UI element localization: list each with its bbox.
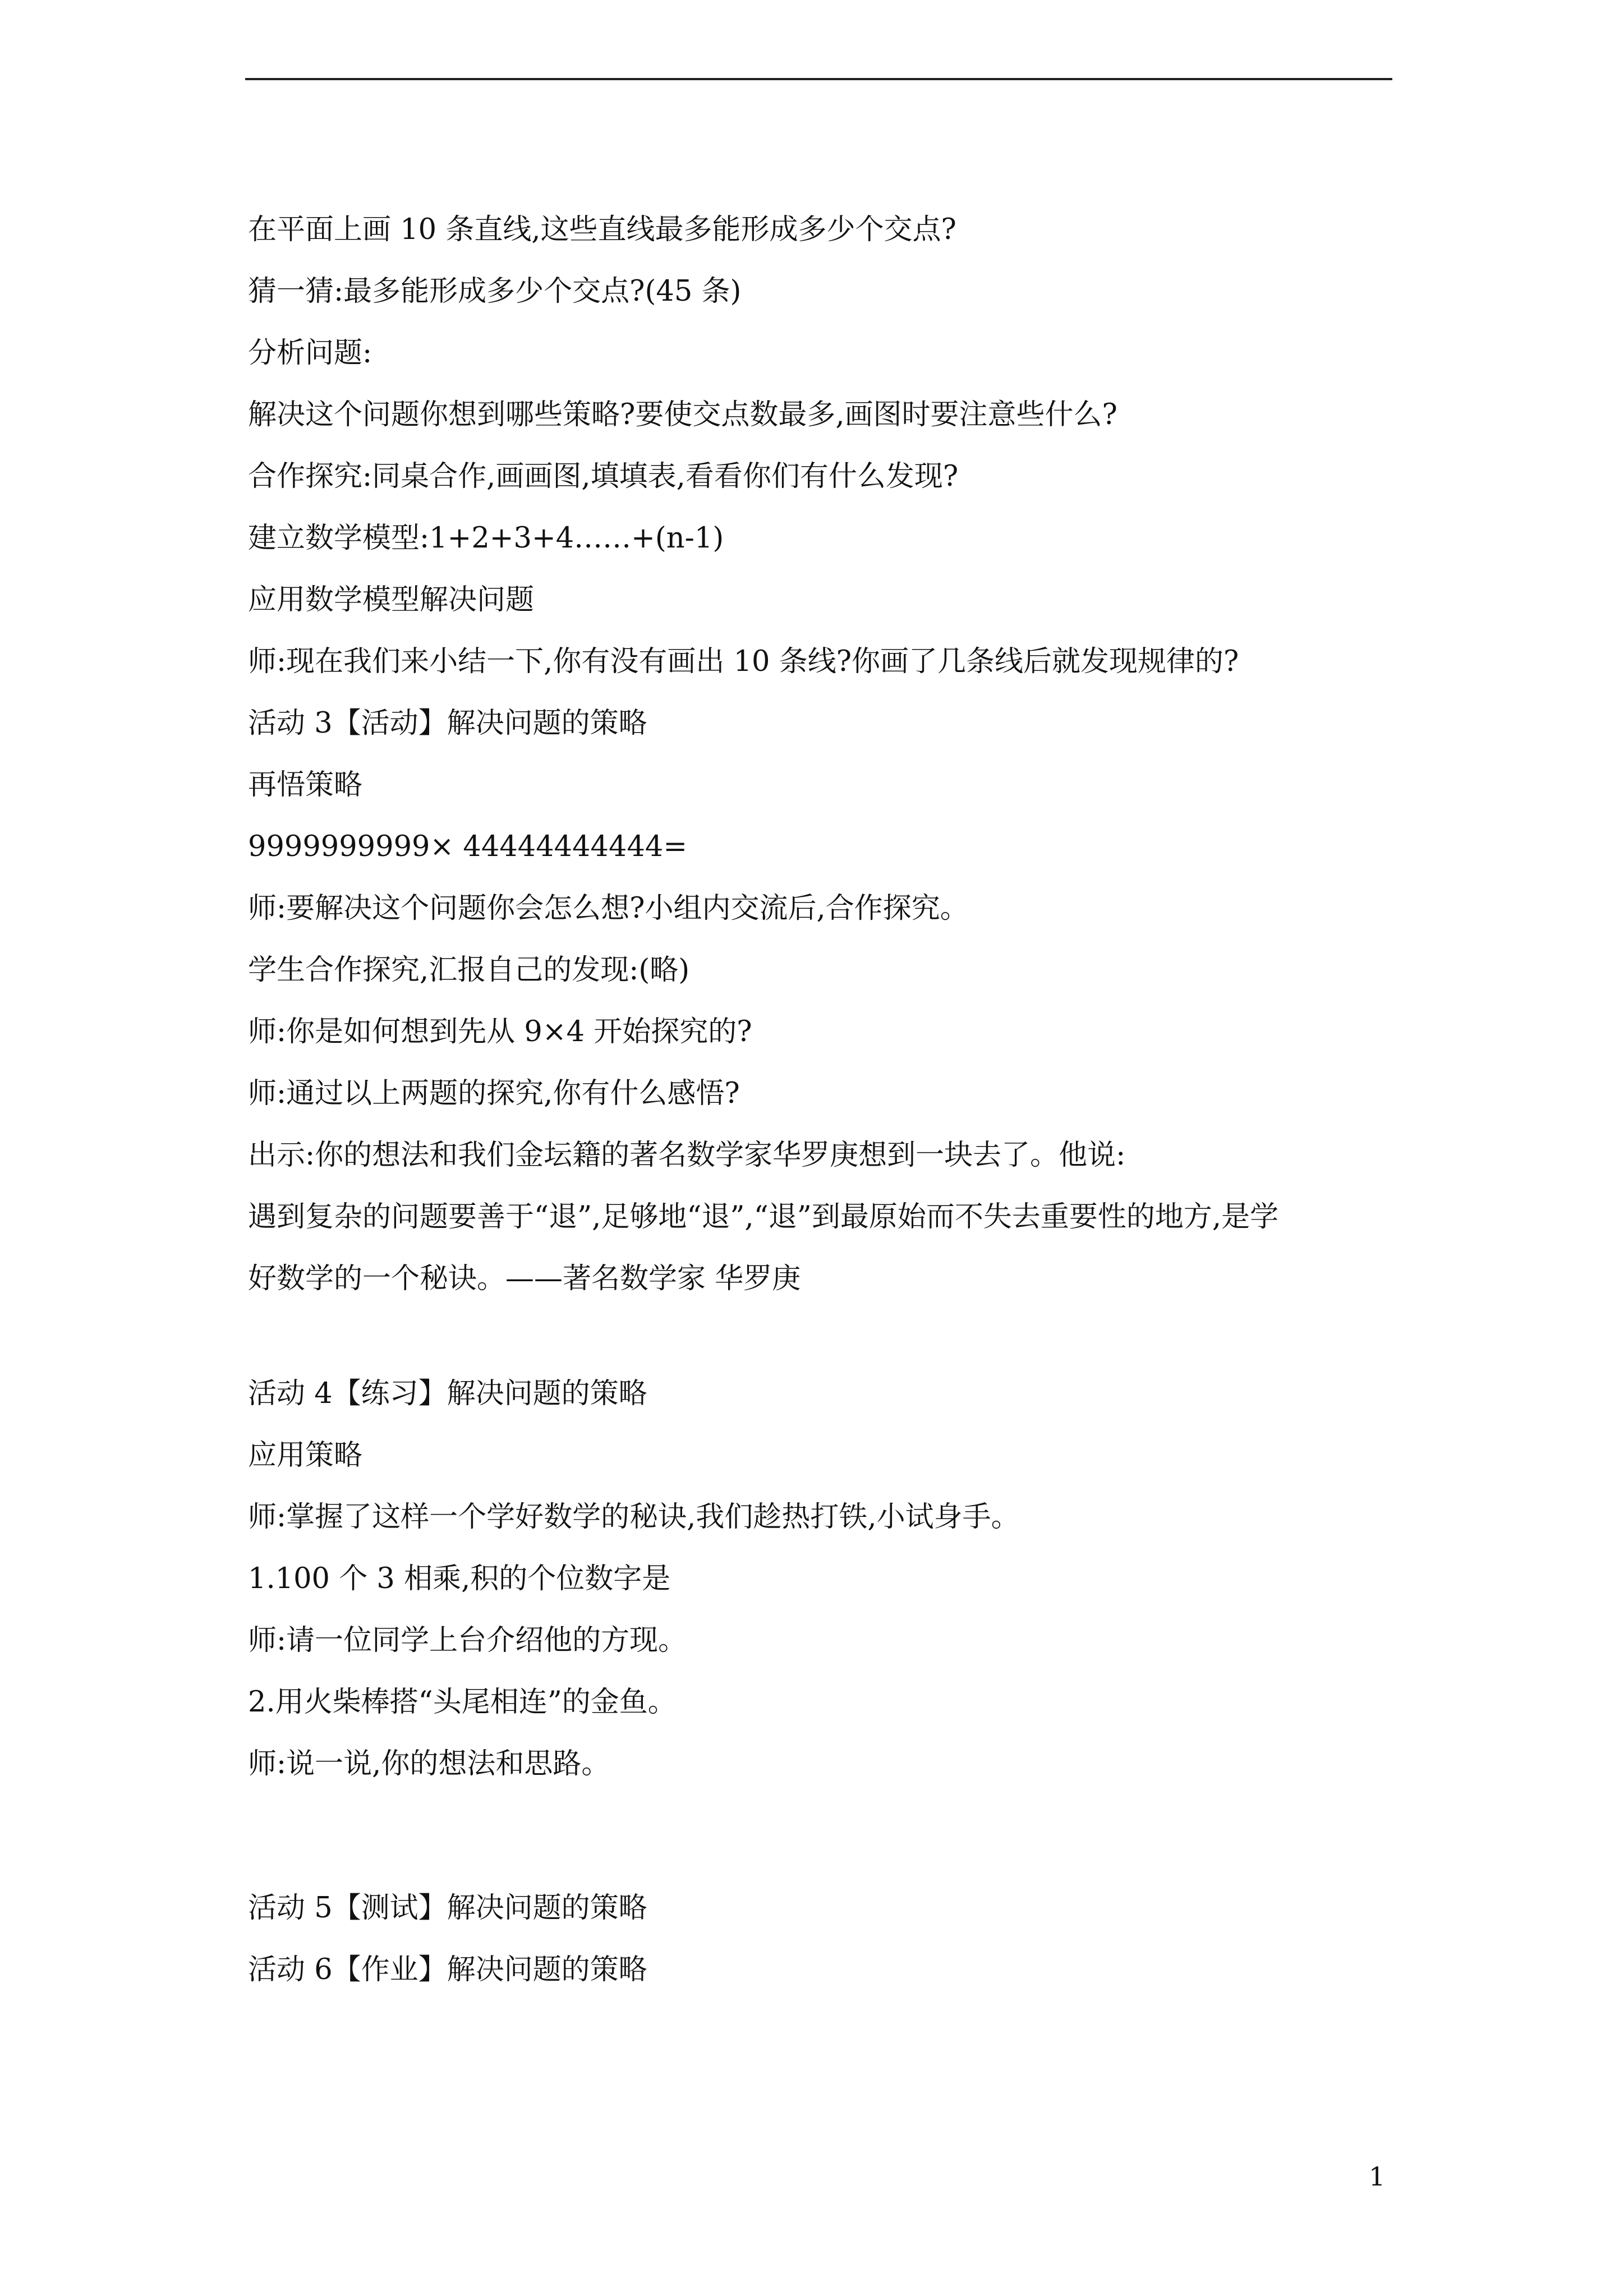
text-line: 再悟策略 [248,769,363,802]
text-line: 师:通过以上两题的探究,你有什么感悟? [248,1077,740,1110]
page-number: 1 [1369,2161,1386,2192]
text-line: 出示:你的想法和我们金坛籍的著名数学家华罗庚想到一块去了。他说: [248,1139,1126,1172]
text-line: 建立数学模型:1+2+3+4……+(n-1) [248,522,724,555]
text-line: 师:你是如何想到先从 9×4 开始探究的? [248,1015,752,1048]
text-line: 应用数学模型解决问题 [248,583,535,616]
text-line: 应用策略 [248,1439,363,1472]
text-line: 师:要解决这个问题你会怎么想?小组内交流后,合作探究。 [248,892,969,925]
text-line: 解决这个问题你想到哪些策略?要使交点数最多,画图时要注意些什么? [248,398,1117,431]
text-line: 师:请一位同学上台介绍他的方现。 [248,1624,687,1657]
text-line: 师:说一说,你的想法和思路。 [248,1747,610,1780]
quote-line: 遇到复杂的问题要善于“退”,足够地“退”,“退”到最原始而不失去重要性的地方,是学 [248,1200,1279,1234]
text-line: 合作探究:同桌合作,画画图,填填表,看看你们有什么发现? [248,460,959,493]
activity-heading: 活动 4【练习】解决问题的策略 [248,1377,647,1410]
text-line: 学生合作探究,汇报自己的发现:(略) [248,954,690,987]
text-line: 师:现在我们来小结一下,你有没有画出 10 条线?你画了几条线后就发现规律的? [248,645,1239,678]
text-line: 9999999999× 44444444444= [248,830,688,863]
activity-heading: 活动 3【活动】解决问题的策略 [248,707,647,740]
activity-heading: 活动 5【测试】解决问题的策略 [248,1892,647,1925]
text-line: 猜一猜:最多能形成多少个交点?(45 条) [248,275,742,308]
text-line: 2.用火柴棒搭“头尾相连”的金鱼。 [248,1686,677,1719]
text-line: 分析问题: [248,337,372,370]
text-line: 师:掌握了这样一个学好数学的秘诀,我们趁热打铁,小试身手。 [248,1501,1020,1534]
quote-line: 好数学的一个秘诀。——著名数学家 华罗庚 [248,1262,801,1295]
header-rule [245,78,1392,80]
activity-heading: 活动 6【作业】解决问题的策略 [248,1953,647,1986]
text-line: 1.100 个 3 相乘,积的个位数字是 [248,1562,671,1595]
text-line: 在平面上画 10 条直线,这些直线最多能形成多少个交点? [248,213,956,246]
